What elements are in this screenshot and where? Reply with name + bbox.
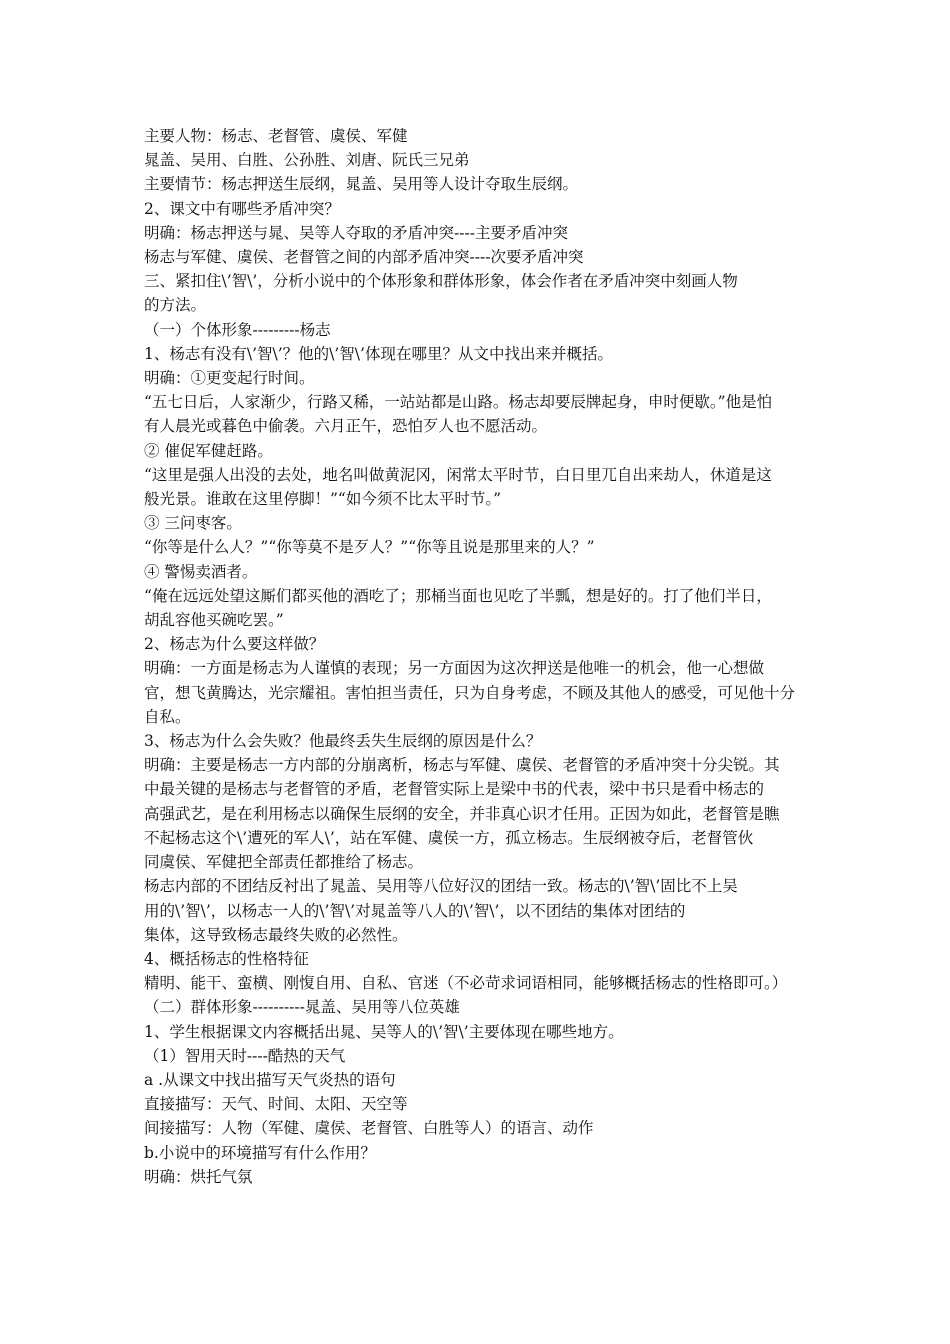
text-line: 1、学生根据课文内容概括出晁、吴等人的\’智\’主要体现在哪些地方。 [144, 1022, 624, 1041]
text-line: “俺在远远处望这厮们都买他的酒吃了；那桶当面也见吃了半瓢，想是好的。打了他们半日， [144, 586, 772, 605]
text-line: 明确：杨志押送与晁、吴等人夺取的矛盾冲突----主要矛盾冲突 [144, 223, 568, 242]
text-line: 高强武艺，是在利用杨志以确保生辰纲的安全，并非真心识才任用。正因为如此，老督管是瞧 [144, 804, 780, 823]
text-line: 胡乱容他买碗吃罢。” [144, 611, 284, 630]
text-line: ② 催促军健赶路。 [144, 441, 273, 460]
text-line: 的方法。 [144, 296, 207, 315]
text-line: 杨志与军健、虞侯、老督管之间的内部矛盾冲突----次要矛盾冲突 [144, 248, 584, 267]
text-line: 中最关键的是杨志与老督管的矛盾，老督管实际上是梁中书的代表，梁中书只是看中杨志的 [144, 780, 765, 799]
text-line: 明确：一方面是杨志为人谨慎的表现；另一方面因为这次押送是他唯一的机会，他一心想做 [144, 659, 765, 678]
text-line: （1）智用天时----酷热的天气 [144, 1046, 346, 1065]
text-line: 杨志内部的不团结反衬出了晁盖、吴用等八位好汉的团结一致。杨志的\’智\’固比不上吴 [144, 877, 738, 896]
text-line: 1、杨志有没有\’智\’？他的\’智\’体现在哪里？从文中找出来并概括。 [144, 344, 613, 363]
text-line: 3、杨志为什么会失败？他最终丢失生辰纲的原因是什么？ [144, 732, 542, 751]
text-line: 三、紧扣住\’智\’，分析小说中的个体形象和群体形象，体会作者在矛盾冲突中刻画人物 [144, 272, 738, 291]
text-line: 有人晨光或暮色中偷袭。六月正午，恐怕歹人也不愿活动。 [144, 417, 548, 436]
text-line: 晁盖、吴用、白胜、公孙胜、刘唐、阮氏三兄弟 [144, 151, 470, 170]
text-line: 精明、能干、蛮横、刚愎自用、自私、官迷（不必苛求词语相同，能够概括杨志的性格即可。） [144, 974, 788, 993]
text-line: 主要人物：杨志、老督管、虞侯、军健 [144, 127, 408, 145]
text-line: 主要情节：杨志押送生辰纲，晁盖、吴用等人设计夺取生辰纲。 [144, 175, 579, 194]
text-line: 2、杨志为什么要这样做？ [144, 635, 325, 654]
text-line: “你等是什么人？”“你等莫不是歹人？”“你等且说是那里来的人？” [144, 538, 595, 557]
document-body [144, 124, 810, 1189]
text-line: 明确：①更变起行时间。 [144, 369, 315, 388]
text-line: 明确：烘托气氛 [144, 1167, 253, 1186]
text-line: 明确：主要是杨志一方内部的分崩离析，杨志与军健、虞侯、老督管的矛盾冲突十分尖锐。其 [144, 756, 780, 775]
text-line: 直接描写：天气、时间、太阳、天空等 [144, 1095, 408, 1114]
text-line: 集体，这导致杨志最终失败的必然性。 [144, 925, 408, 944]
text-line: 2、课文中有哪些矛盾冲突？ [144, 199, 340, 218]
text-line: ③ 三问枣客。 [144, 514, 242, 533]
text-line: 般光景。谁敢在这里停脚！”“如今须不比太平时节。” [144, 490, 502, 509]
text-line: 自私。 [144, 707, 191, 726]
text-line: “五七日后，人家渐少，行路又稀，一站站都是山路。杨志却要辰牌起身，申时便歇。”他是怕 [144, 393, 773, 412]
text-line: ④ 警惕卖酒者。 [144, 562, 258, 581]
text-line: “这里是强人出没的去处，地名叫做黄泥冈，闲常太平时节，白日里兀自出来劫人，休道是这 [144, 465, 772, 484]
text-line: b.小说中的环境描写有什么作用？ [144, 1143, 376, 1162]
text-line: 同虞侯、军健把全部责任都推给了杨志。 [144, 853, 424, 872]
text-line: 4、概括杨志的性格特征 [144, 949, 309, 968]
text-line: 用的\’智\’，以杨志一人的\’智\’对晁盖等八人的\’智\’，以不团结的集体对团结的 [144, 901, 686, 920]
text-line: （一）个体形象---------杨志 [144, 320, 331, 339]
text-line: a .从课文中找出描写天气炎热的语句 [144, 1070, 396, 1089]
text-line: 间接描写：人物（军健、虞侯、老督管、白胜等人）的语言、动作 [144, 1119, 594, 1138]
text-line: 不起杨志这个\’遭死的军人\’，站在军健、虞侯一方，孤立杨志。生辰纲被夺后，老督管伙 [144, 828, 754, 847]
text-line: 官，想飞黄腾达，光宗耀祖。害怕担当责任，只为自身考虑，不顾及其他人的感受，可见他十分 [144, 683, 796, 702]
text-line: （二）群体形象----------晁盖、吴用等八位英雄 [144, 998, 460, 1017]
